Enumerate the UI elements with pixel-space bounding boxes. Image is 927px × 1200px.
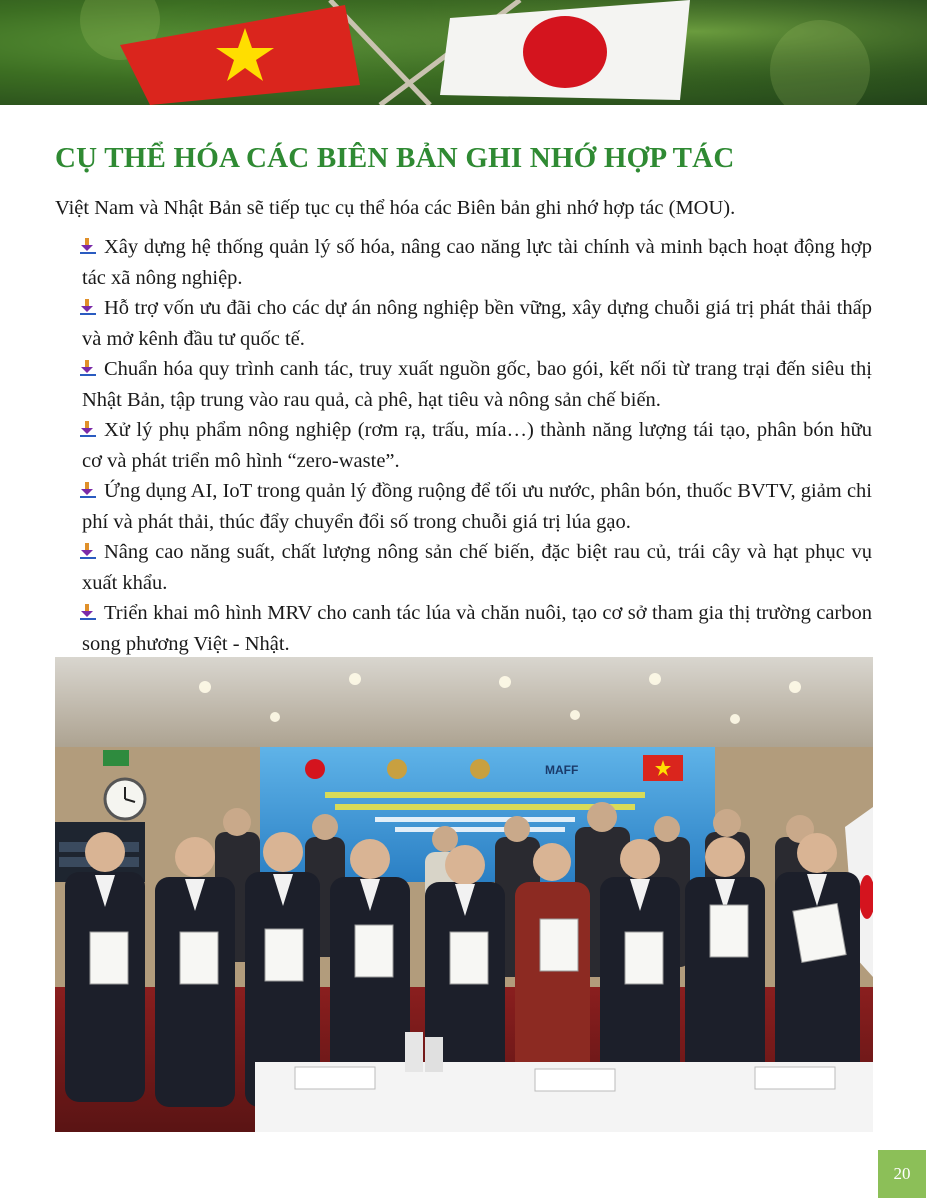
bullet-text: Xử lý phụ phẩm nông nghiệp (rơm rạ, trấu, mía…) thành năng lượng tái tạo, phân bón hữu cơ và phát triển mô hình “zero-waste”. [82, 419, 872, 472]
arrow-bullet-icon [80, 599, 96, 615]
arrow-bullet-icon [80, 477, 96, 493]
bullet-item [82, 415, 872, 476]
bullet-item [82, 354, 872, 415]
screen-logo-text: MAFF [545, 763, 579, 777]
bullet-item [82, 537, 872, 598]
intro-paragraph: Việt Nam và Nhật Bản sẽ tiếp tục cụ thể hóa các Biên bản ghi nhớ hợp tác (MOU). [55, 197, 736, 219]
arrow-bullet-icon [80, 294, 96, 310]
bullet-text: Triển khai mô hình MRV cho canh tác lúa và chăn nuôi, tạo cơ sở tham gia thị trường carbon song phương Việt - Nhật. [82, 602, 872, 655]
flags-illustration [0, 0, 927, 105]
bullet-text: Hỗ trợ vốn ưu đãi cho các dự án nông nghiệp bền vững, xây dựng chuỗi giá trị phát thải thấp và mở kênh đầu tư quốc tế. [82, 297, 872, 350]
bullet-item [82, 293, 872, 354]
bullet-item [82, 598, 872, 659]
arrow-bullet-icon [80, 233, 96, 249]
bullet-item [82, 232, 872, 293]
bullet-text: Xây dựng hệ thống quản lý số hóa, nâng cao năng lực tài chính và minh bạch hoạt động hợp tác xã nông nghiệp. [82, 236, 872, 289]
header-banner [0, 0, 927, 105]
bullet-text: Nâng cao năng suất, chất lượng nông sản chế biến, đặc biệt rau củ, trái cây và hạt phục vụ xuất khẩu. [82, 541, 872, 594]
ceremony-photo [55, 657, 873, 1132]
bullet-list [82, 232, 872, 659]
bullet-item [82, 476, 872, 537]
arrow-bullet-icon [80, 416, 96, 432]
bullet-text: Ứng dụng AI, IoT trong quản lý đồng ruộng để tối ưu nước, phân bón, thuốc BVTV, giảm chi phí và phát thải, thúc đẩy chuyển đổi số trong chuỗi giá trị lúa gạo. [82, 480, 872, 533]
page-number: 20 [878, 1150, 926, 1198]
page-title: CỤ THỂ HÓA CÁC BIÊN BẢN GHI NHỚ HỢP TÁC [55, 142, 735, 174]
arrow-bullet-icon [80, 355, 96, 371]
bullet-text: Chuẩn hóa quy trình canh tác, truy xuất nguồn gốc, bao gói, kết nối từ trang trại đến siêu thị Nhật Bản, tập trung vào rau quả, cà phê, hạt tiêu và nông sản chế biến. [82, 358, 872, 411]
arrow-bullet-icon [80, 538, 96, 554]
